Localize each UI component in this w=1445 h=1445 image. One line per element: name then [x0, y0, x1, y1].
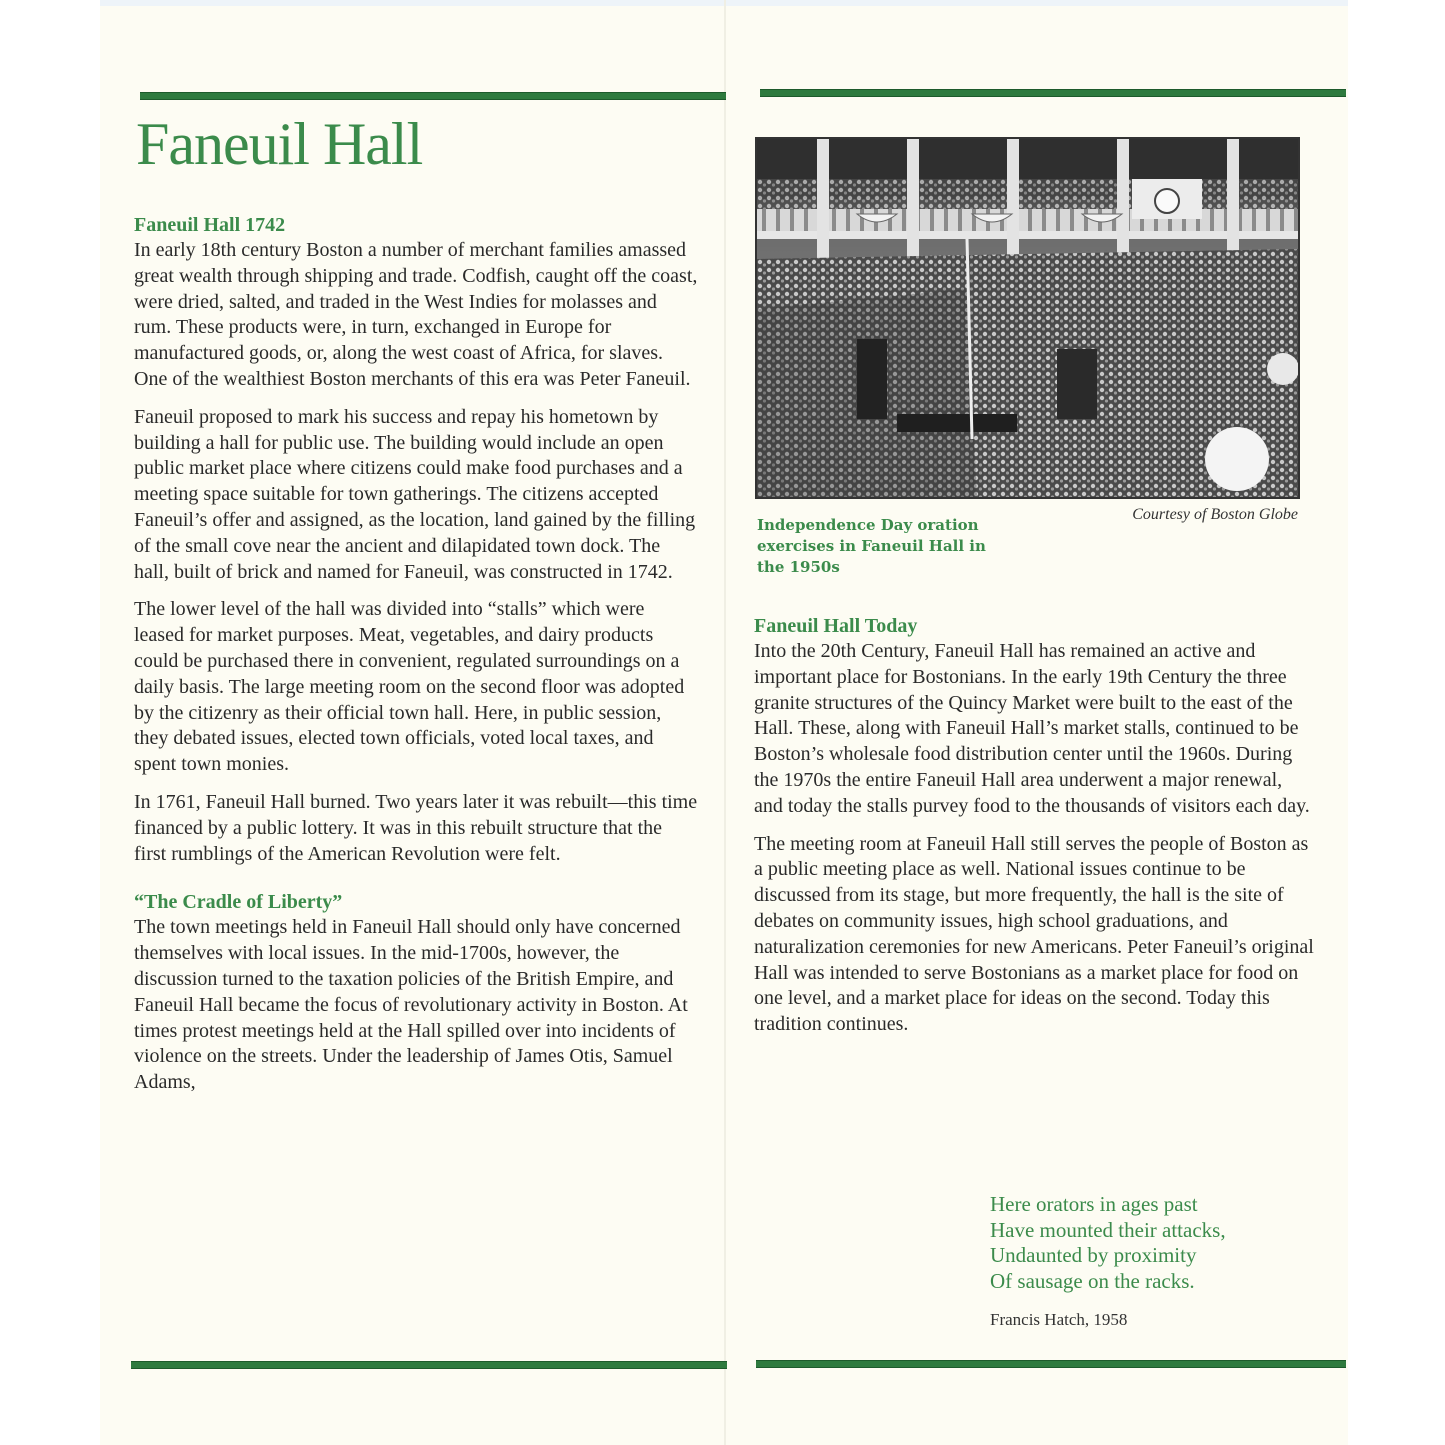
section-heading-cradle: “The Cradle of Liberty” — [134, 891, 343, 914]
paragraph: In 1761, Faneuil Hall burned. Two years later it was rebuilt—this time financed by a public lottery. It was in this rebuilt structure that the first rumblings of the American Revolution were felt. — [134, 790, 698, 865]
bottom-rule-right — [756, 1360, 1346, 1368]
poem-line: Of sausage on the racks. — [990, 1268, 1195, 1293]
hall-photo-image — [757, 139, 1298, 497]
poem-line: Undaunted by proximity — [990, 1243, 1197, 1267]
section-heading-1742: Faneuil Hall 1742 — [134, 214, 286, 236]
section-heading-today: Faneuil Hall Today — [754, 615, 918, 637]
top-rule-left — [140, 92, 726, 100]
poem-attribution: Francis Hatch, 1958 — [990, 1310, 1128, 1329]
paragraph: In early 18th century Boston a number of merchant families amassed great wealth through shipping and trade. Codfish, caught off the coast, were dried, salted, and traded in the West Indies for molasses and rum. These products were, in turn, exchanged in Europe for manufactured goods, or, along the west coast of Africa, for slaves. One of the wealthiest Boston merchants of this era was Peter Faneuil. — [134, 239, 698, 390]
paragraph: Faneuil proposed to mark his success and repay his hometown by building a hall for public use. The building would include an open public market place where citizens could make food purchases and a meeting space suitable for town gatherings. The citizens accepted Faneuil’s offer and assigned, as the location, land gained by the filling of the small cove near the ancient and dilapidated town dock. The hall, built of brick and named for Faneuil, was constructed in 1742. — [134, 405, 696, 583]
hall-photo — [755, 137, 1300, 499]
paragraph: The meeting room at Faneuil Hall still serves the people of Boston as a public meeting place as well. National issues continue to be discussed from its stage, but more frequently, the hall is the site of debates on community issues, high school graduations, and naturalization ceremonies for new Americans. Peter Faneuil’s original Hall was intended to serve Bostonians as a market place for food on one level, and a market place for ideas on the second. Today this tradition continues. — [754, 832, 1314, 1036]
center-fold — [724, 0, 726, 1445]
paragraph: Into the 20th Century, Faneuil Hall has remained an active and important place for Bostonians. In the early 19th Century the three granite structures of the Quincy Market were built to the east of the Hall. These, along with Faneuil Hall’s market stalls, continued to be Boston’s wholesale food distribution center until the 1960s. During the 1970s the entire Faneuil Hall area underwent a major renewal, and today the stalls purvey food to the thousands of visitors each day. — [754, 640, 1310, 817]
paragraph: The lower level of the hall was divided into “stalls” which were leased for market purposes. Meat, vegetables, and dairy products could be purchased there in convenient, regulated surroundings on a daily basis. The large meeting room on the second floor was adopted by the citizenry as their official town hall. Here, in public session, they debated issues, elected town officials, voted local taxes, and spent town monies. — [134, 598, 685, 776]
paragraph: The town meetings held in Faneuil Hall should only have concerned themselves with local issues. In the mid-1700s, however, the discussion turned to the taxation policies of the British Empire, and Faneuil Hall became the focus of revolutionary activity in Boston. At times protest meetings held at the Hall spilled over into incidents of violence on the streets. Under the leadership of James Otis, Samuel Adams, — [134, 916, 688, 1094]
photo-caption: Independence Day oration exercises in Faneuil Hall in the 1950s — [757, 516, 986, 576]
page-title: Faneuil Hall — [136, 111, 423, 177]
bottom-rule-left — [131, 1361, 727, 1369]
poem-line: Have mounted their attacks, — [990, 1217, 1226, 1242]
right-column — [754, 613, 1314, 1050]
poem — [990, 1192, 1310, 1294]
top-rule-right — [760, 89, 1346, 97]
poem-line: Here orators in ages past — [990, 1192, 1198, 1216]
photo-credit: Courtesy of Boston Globe — [1132, 506, 1298, 523]
left-column — [134, 212, 699, 1108]
